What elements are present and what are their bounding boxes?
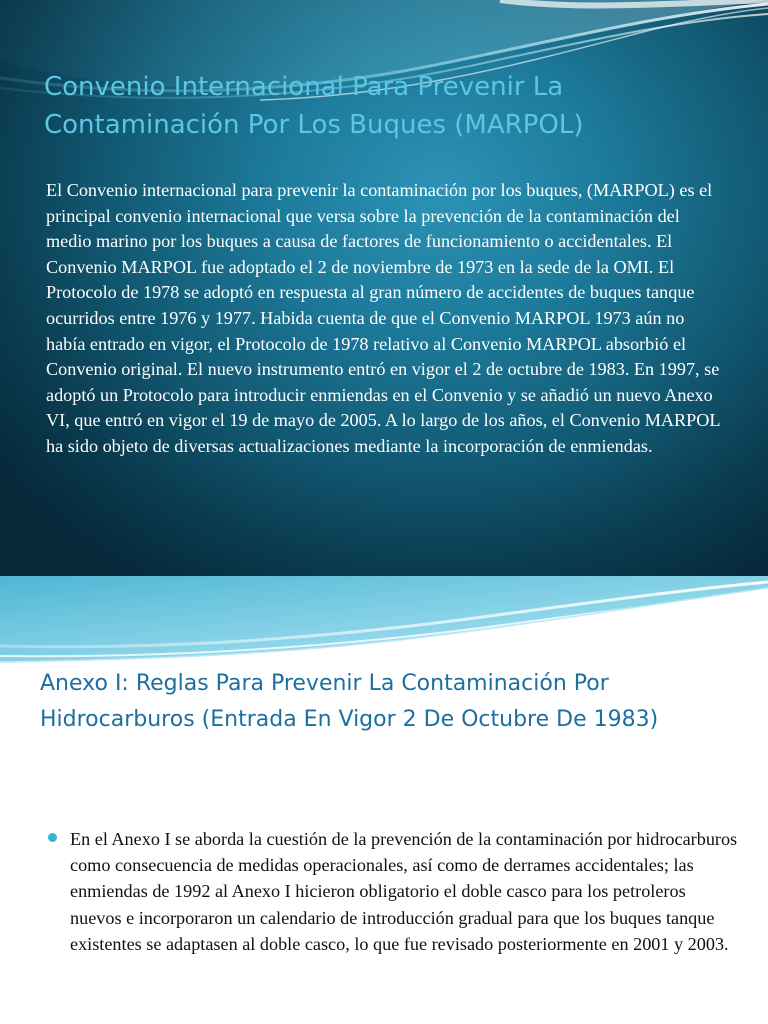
slide-body-text: El Convenio internacional para prevenir la contaminación por los buques, (MARPOL) es el principal convenio internacional que versa sobre la prevención de la contaminación del medio marino por los buques a causa de factores de funcionamiento o accidentales. El Convenio MARPOL fue adoptado el 2 de noviembre de 1973 en la sede de la OMI. El Protocolo de 1978 se adoptó en respuesta al gran número de accidentes de buques tanque ocurridos entre 1976 y 1977. Habida cuenta de que el Convenio MARPOL 1973 aún no había entrado en vigor, el Protocolo de 1978 relativo al Convenio MARPOL absorbió el Convenio original. El nuevo instrumento entró en vigor el 2 de octubre de 1983. En 1997, se adoptó un Protocolo para introducir enmiendas en el Convenio y se añadió un nuevo Anexo VI, que entró en vigor el 19 de mayo de 2005. A lo largo de los años, el Convenio MARPOL ha sido objeto de diversas actualizaciones mediante la incorporación de enmiendas.	[46, 180, 720, 456]
bullet-text: En el Anexo I se aborda la cuestión de la prevención de la contaminación por hidrocarburos como consecuencia de medidas operacionales, así como de derrames accidentales; las enmiendas de 1992 al Anexo I hicieron obligatorio el doble casco para los petroleros nuevos e incorporaron un calendario de introducción gradual para que los buques tanque existentes se adaptasen al doble casco, lo que fue revisado posteriormente en 2001 y 2003.	[70, 829, 738, 954]
slide-title: Convenio Internacional Para Prevenir La Contaminación Por Los Buques (MARPOL)	[44, 72, 584, 140]
wave-decoration	[0, 576, 768, 666]
bullet-icon	[48, 833, 57, 842]
slide-anexo-i	[0, 576, 768, 1024]
list-item	[48, 826, 738, 957]
slide-title: Anexo I: Reglas Para Prevenir La Contaminación Por Hidrocarburos (Entrada En Vigor 2 De Octubre De 1983)	[40, 671, 659, 732]
